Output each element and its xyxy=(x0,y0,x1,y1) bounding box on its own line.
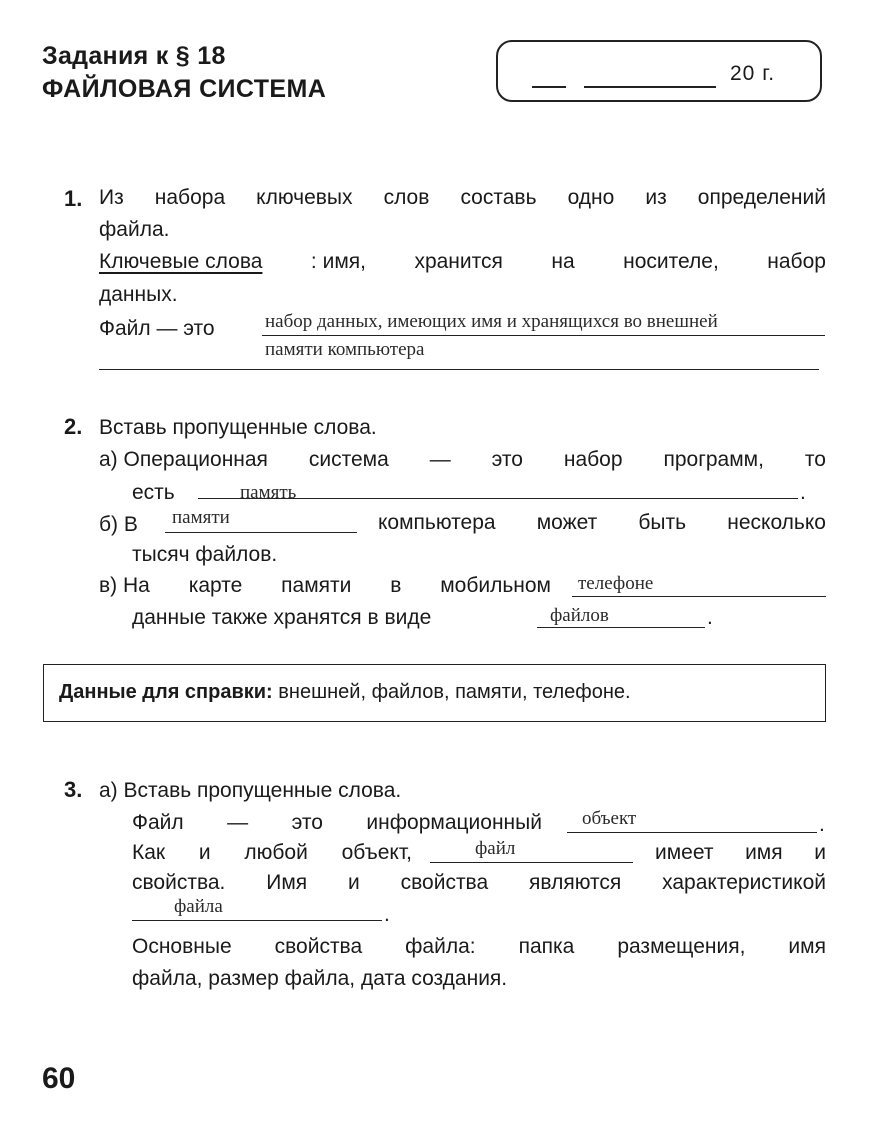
handwritten-answer-v1: телефоне xyxy=(578,573,654,594)
task3-line5: Основные свойства файла: папка размещения, имя xyxy=(132,935,826,958)
task2-number: 2. xyxy=(64,414,83,439)
task3-line6: файла, размер файла, дата создания. xyxy=(132,967,508,990)
answer-line xyxy=(99,369,819,370)
task2-intro: Вставь пропущенные слова. xyxy=(99,416,377,439)
handwritten-answer-v2: файлов xyxy=(550,605,609,626)
task2-b-prefix: б) В xyxy=(99,513,138,536)
answer-line xyxy=(430,862,633,863)
task2-a-line1: а) Операционная система — это набор программ, то xyxy=(99,448,826,471)
handwritten-answer-3-1: объект xyxy=(582,808,637,829)
date-day-blank xyxy=(532,86,566,88)
answer-line xyxy=(262,335,825,336)
handwritten-answer-3-3: файла xyxy=(174,896,223,917)
handwritten-answer-3-2: файл xyxy=(475,838,516,859)
task3-line4-end: . xyxy=(384,903,390,926)
date-year: 20 г. xyxy=(730,62,776,85)
answer-line xyxy=(132,920,382,921)
handwritten-answer-definition-1: набор данных, имеющих имя и хранящихся во внешней xyxy=(265,311,718,332)
answer-line xyxy=(537,627,705,628)
task2-b-line1: компьютера может быть несколько xyxy=(378,511,826,534)
task1-line1: Из набора ключевых слов составь одно из определений xyxy=(99,186,826,209)
task3-line3: свойства. Имя и свойства являются характеристикой xyxy=(132,871,826,894)
page-number: 60 xyxy=(42,1062,76,1095)
task2-a-prefix: есть xyxy=(132,481,175,504)
task1-line2: файла. xyxy=(99,218,170,241)
task2-v-line2: данные также хранятся в виде xyxy=(132,606,432,629)
task3-number: 3. xyxy=(64,777,83,802)
answer-line xyxy=(165,532,357,533)
reference-label: Данные для справки: xyxy=(59,681,273,703)
page-subtitle: ФАЙЛОВАЯ СИСТЕМА xyxy=(42,75,327,103)
handwritten-answer-a: память xyxy=(240,482,297,503)
keywords-label: Ключевые слова xyxy=(99,250,263,273)
task3-line2-left: Как и любой объект, xyxy=(132,841,412,864)
handwritten-answer-b: памяти xyxy=(172,507,230,528)
reference-box xyxy=(43,664,826,722)
reference-text xyxy=(59,681,631,704)
task1-keywords: Ключевые слова : имя, хранится на носителе, набор xyxy=(99,250,826,273)
date-month-blank xyxy=(584,86,716,88)
task2-v-line1: в) На карте памяти в мобильном xyxy=(99,574,551,597)
task2-b-line2: тысяч файлов. xyxy=(132,543,278,566)
answer-line xyxy=(198,498,798,499)
task1-number: 1. xyxy=(64,186,83,211)
task1-line4: данных. xyxy=(99,283,178,306)
file-definition-label: Файл — это xyxy=(99,317,215,340)
task3-intro: а) Вставь пропущенные слова. xyxy=(99,779,402,802)
task2-v-end: . xyxy=(707,606,713,629)
answer-line xyxy=(572,596,826,597)
date-box xyxy=(496,40,822,102)
answer-line xyxy=(567,832,817,833)
task3-line1: Файл — это информационный xyxy=(132,811,542,834)
task2-a-end: . xyxy=(800,481,806,504)
task3-line1-end: . xyxy=(819,813,825,836)
handwritten-answer-definition-2: памяти компьютера xyxy=(265,339,425,360)
page-title: Задания к § 18 xyxy=(42,42,226,70)
reference-words: внешней, файлов, памяти, телефоне. xyxy=(278,681,631,703)
task3-line2-right: имеет имя и xyxy=(655,841,826,864)
